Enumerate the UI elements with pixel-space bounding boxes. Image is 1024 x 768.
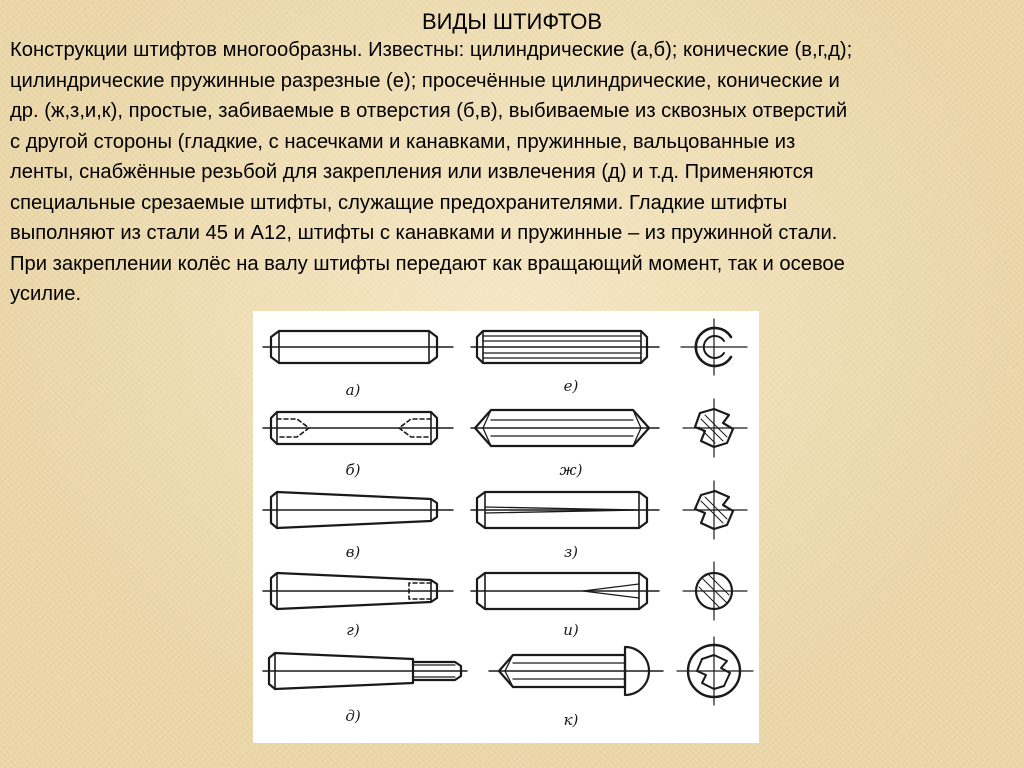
pin-drawing-g	[263, 573, 453, 609]
pin-drawing-a	[263, 331, 453, 363]
pin-drawing-b	[263, 412, 453, 444]
label-a: а)	[345, 381, 361, 399]
pin-section-e	[681, 319, 747, 375]
pin-drawing-zh	[471, 410, 659, 446]
label-b: б)	[345, 461, 361, 479]
label-d: д)	[345, 707, 361, 725]
label-e: е)	[563, 377, 579, 395]
slide-title: ВИДЫ ШТИФТОВ	[421, 9, 603, 34]
pin-drawing-i	[471, 573, 659, 609]
pin-section-i	[683, 562, 747, 620]
pin-types-drawing	[253, 311, 759, 743]
pin-section-z	[683, 481, 747, 539]
label-z: з)	[563, 543, 579, 561]
pin-drawing-k	[489, 647, 663, 695]
pin-drawing-e	[471, 331, 659, 363]
label-g: г)	[346, 621, 360, 639]
label-v: в)	[345, 543, 361, 561]
pin-types-figure	[253, 311, 759, 743]
pin-section-zh	[683, 399, 747, 457]
label-zh: ж)	[559, 461, 583, 479]
slide-body-text: Конструкции штифтов многообразны. Известны: цилиндрические (а,б); конические (в,г,д); цилиндрические пружинные разрезные (е); просечённые цилиндрические, конические и др. (ж,з,и,к), простые, забиваемые в отверстия (б,в), выбиваемые из сквозных отверстий с другой стороны (гладкие, с насечками и канавками, пружинные, вальцованные из ленты, снабжённые резьбой для закрепления или извлечения (д) и т.д. Применяются специальные срезаемые штифты, служащие предохранителями. Гладкие штифты выполняют из стали 45 и А12, штифты с канавками и пружинные – из пружинной стали. При закреплении колёс на валу штифты передают как вращающий момент, так и осевое усилие.	[10, 39, 853, 305]
pin-drawing-v	[263, 492, 453, 528]
pin-drawing-d	[263, 653, 467, 689]
pin-section-k	[677, 637, 753, 705]
pin-drawing-z	[471, 492, 659, 528]
label-k: к)	[563, 711, 579, 729]
label-i: и)	[563, 621, 579, 639]
